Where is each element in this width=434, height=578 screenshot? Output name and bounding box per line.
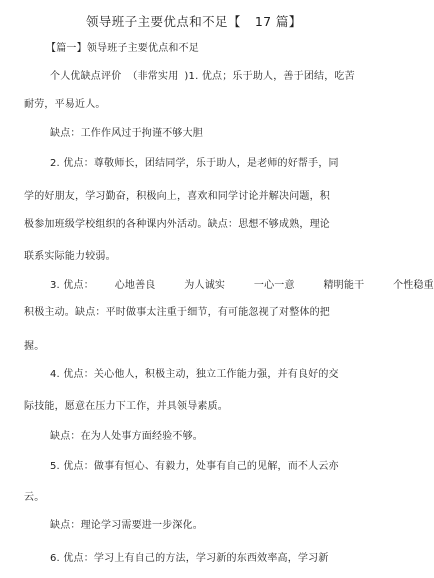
paragraph-line: 握。 bbox=[24, 341, 45, 352]
paragraph-line: 耐劳，平易近人。 bbox=[24, 99, 106, 110]
item-3-number: 3. 优点： bbox=[50, 280, 94, 291]
paragraph-line: 缺点：在为人处事方面经验不够。 bbox=[50, 431, 203, 442]
item-3-line bbox=[50, 279, 434, 293]
paragraph-line: 极参加班级学校组织的各种课内外活动。缺点：思想不够成熟，理论 bbox=[24, 219, 330, 230]
document-title-count: 17 篇】 bbox=[254, 14, 302, 29]
section-heading: 【篇一】领导班子主要优点和不足 bbox=[46, 43, 199, 54]
paragraph-line: 缺点：理论学习需要进一步深化。 bbox=[50, 520, 203, 531]
intro-paren: （非常实用 bbox=[127, 71, 179, 82]
paragraph-line: 缺点：工作作风过于拘谨不够大胆 bbox=[50, 128, 203, 139]
intro-prefix: 个人优缺点评价 bbox=[50, 71, 122, 82]
trait: 个性稳重 bbox=[393, 280, 434, 291]
paragraph-line: 6. 优点：学习上有自己的方法，学习新的东西效率高，学习新 bbox=[50, 553, 329, 564]
paragraph-line: 际技能，愿意在压力下工作，并具领导素质。 bbox=[24, 401, 228, 412]
intro-rest: )1. 优点；乐于助人，善于团结，吃苦 bbox=[184, 71, 355, 82]
trait: 精明能干 bbox=[323, 280, 365, 291]
paragraph-line: 4. 优点：关心他人，积极主动，独立工作能力强，并有良好的交 bbox=[50, 369, 339, 380]
trait: 一心一意 bbox=[253, 280, 295, 291]
document-title bbox=[86, 14, 302, 30]
paragraph-line: 联系实际能力较弱。 bbox=[24, 251, 116, 262]
paragraph-line: 5. 优点：做事有恒心、有毅力，处事有自己的见解，而不人云亦 bbox=[50, 461, 339, 472]
paragraph-line: 学的好朋友，学习勤奋，积极向上，喜欢和同学讨论并解决问题，积 bbox=[24, 191, 330, 202]
trait: 心地善良 bbox=[114, 280, 156, 291]
paragraph-line: 云。 bbox=[24, 492, 45, 503]
paragraph-line: 积极主动。缺点：平时做事太注重于细节，有可能忽视了对整体的把 bbox=[24, 307, 330, 318]
paragraph-line: 2. 优点：尊敬师长，团结同学，乐于助人，是老师的好帮手，同 bbox=[50, 158, 339, 169]
document-title-main: 领导班子主要优点和不足【 bbox=[86, 14, 241, 29]
trait: 为人诚实 bbox=[184, 280, 226, 291]
intro-line bbox=[50, 70, 355, 84]
